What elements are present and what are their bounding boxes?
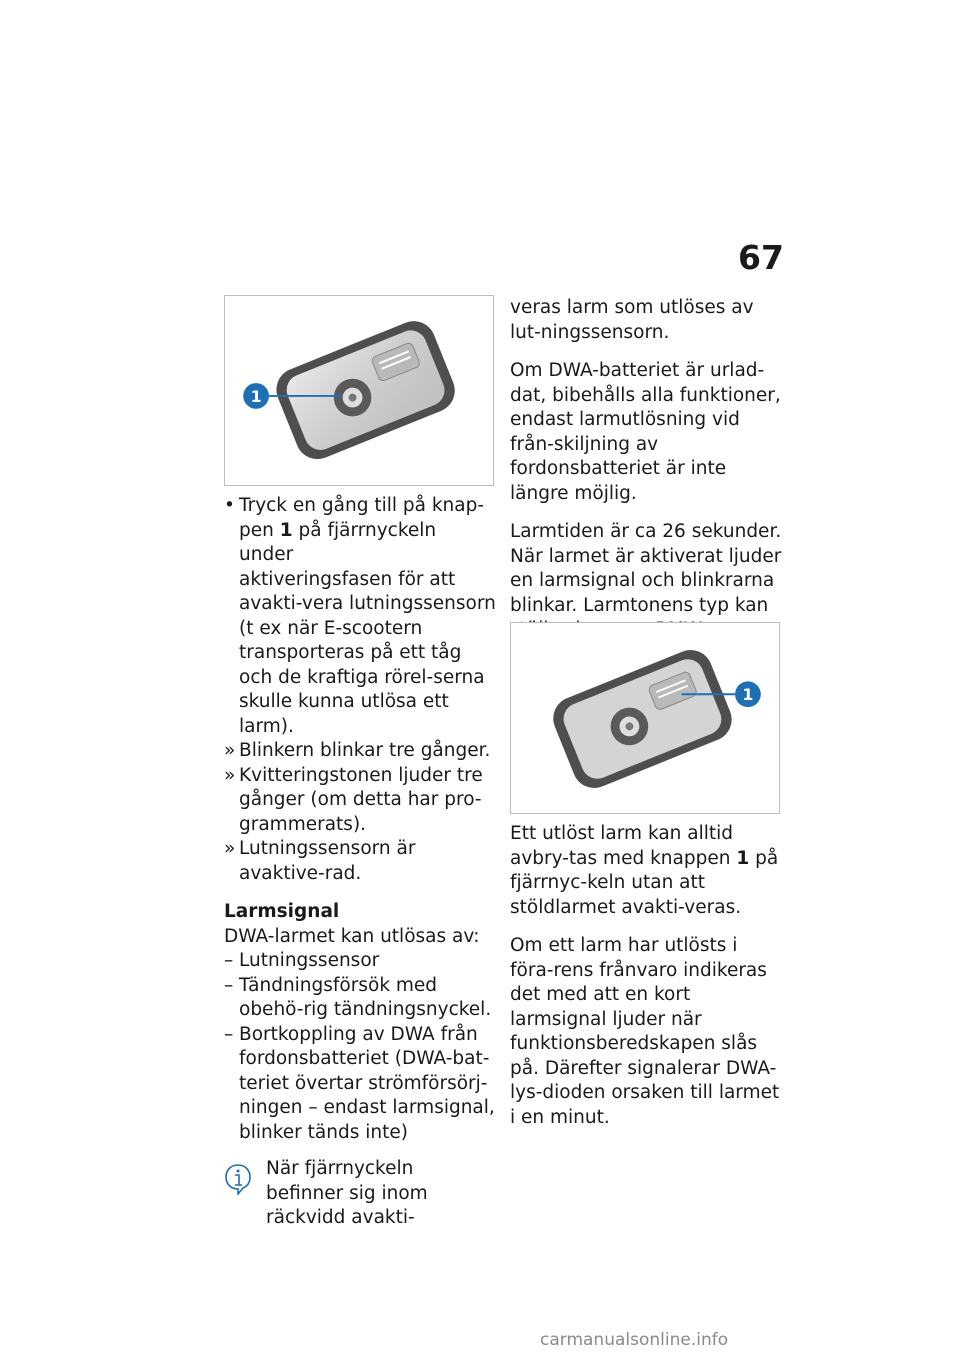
paragraph: Om DWA-batteriet är urlad-dat, bibehålls alla funktioner, endast larmutlösning vid från-skiljning av fordonsbatteriet är inte längre möjlig. (510, 360, 781, 504)
result-item: » Blinkern blinkar tre gånger. (224, 740, 491, 761)
result-item: » Kvitteringstonen ljuder tre gånger (om detta har pro-grammerats). (224, 764, 483, 835)
callout-label: 1 (250, 386, 262, 406)
figure-remote-key-button-1 (224, 295, 494, 486)
callout-label: 1 (742, 685, 754, 705)
trigger-item: – Bortkoppling av DWA från fordonsbatteriet (DWA-bat-teriet övertar strömförsörj-ningen – endast larmsignal, blinker tänds inte) (224, 1023, 495, 1143)
section-heading: Larmsignal (224, 901, 340, 922)
paragraph: Larmtiden är ca 26 sekunder. När larmet är aktiverat ljuder en larmsignal och blinkrarna blinkar. Larmtonens typ kan (510, 521, 782, 616)
instruction-text: Tryck en gång till på knap- (239, 495, 485, 516)
watermark-footer: carmanualsonline.info (540, 1330, 729, 1350)
instruction-bullet: • Tryck en gång till på knap- pen 1 på fjärrnyckeln under aktiveringsfasen för att avakti-vera lutningssensorn (t ex när E-scootern transporteras på ett tåg och de kraftiga rörel-serna skulle kunna utlösa ett larm). (224, 495, 496, 737)
paragraph: Om ett larm har utlösts i föra-rens frånvaro indikeras det med att en kort larmsignal ljuder när funktionsberedskapen slås på. Därefter signalerar DWA-lys-dioden orsaken till larmet i en minut. (510, 935, 780, 1128)
remote-key-illustration (225, 296, 493, 485)
note-text: När fjärrnyckeln befinner sig inom räckvidd avakti- (266, 1158, 428, 1228)
button-ref: 1 (279, 519, 293, 541)
right-column-lower (510, 822, 782, 1130)
info-icon (224, 1163, 252, 1195)
trigger-item: – Tändningsförsök med obehö-rig tändningsnyckel. (224, 974, 492, 1020)
remote-key-illustration (511, 623, 779, 813)
paragraph: veras larm som utlöses av lut-ningssensorn. (510, 297, 754, 343)
right-column (510, 296, 782, 667)
trigger-item: – Lutningssensor (224, 950, 380, 971)
info-note (224, 1157, 496, 1231)
figure-remote-key-button-1-alt (510, 622, 780, 814)
button-ref: 1 (736, 847, 750, 869)
page-number: 67 (738, 238, 784, 277)
paragraph: Ett utlöst larm kan alltid avbry-tas med knappen 1 på fjärrnyc-keln utan att stöldlarmet avakti-veras. (510, 823, 779, 918)
intro-text: DWA-larmet kan utlösas av: (224, 925, 480, 947)
result-item: » Lutningssensorn är avaktive-rad. (224, 838, 416, 884)
left-column (224, 494, 496, 1231)
